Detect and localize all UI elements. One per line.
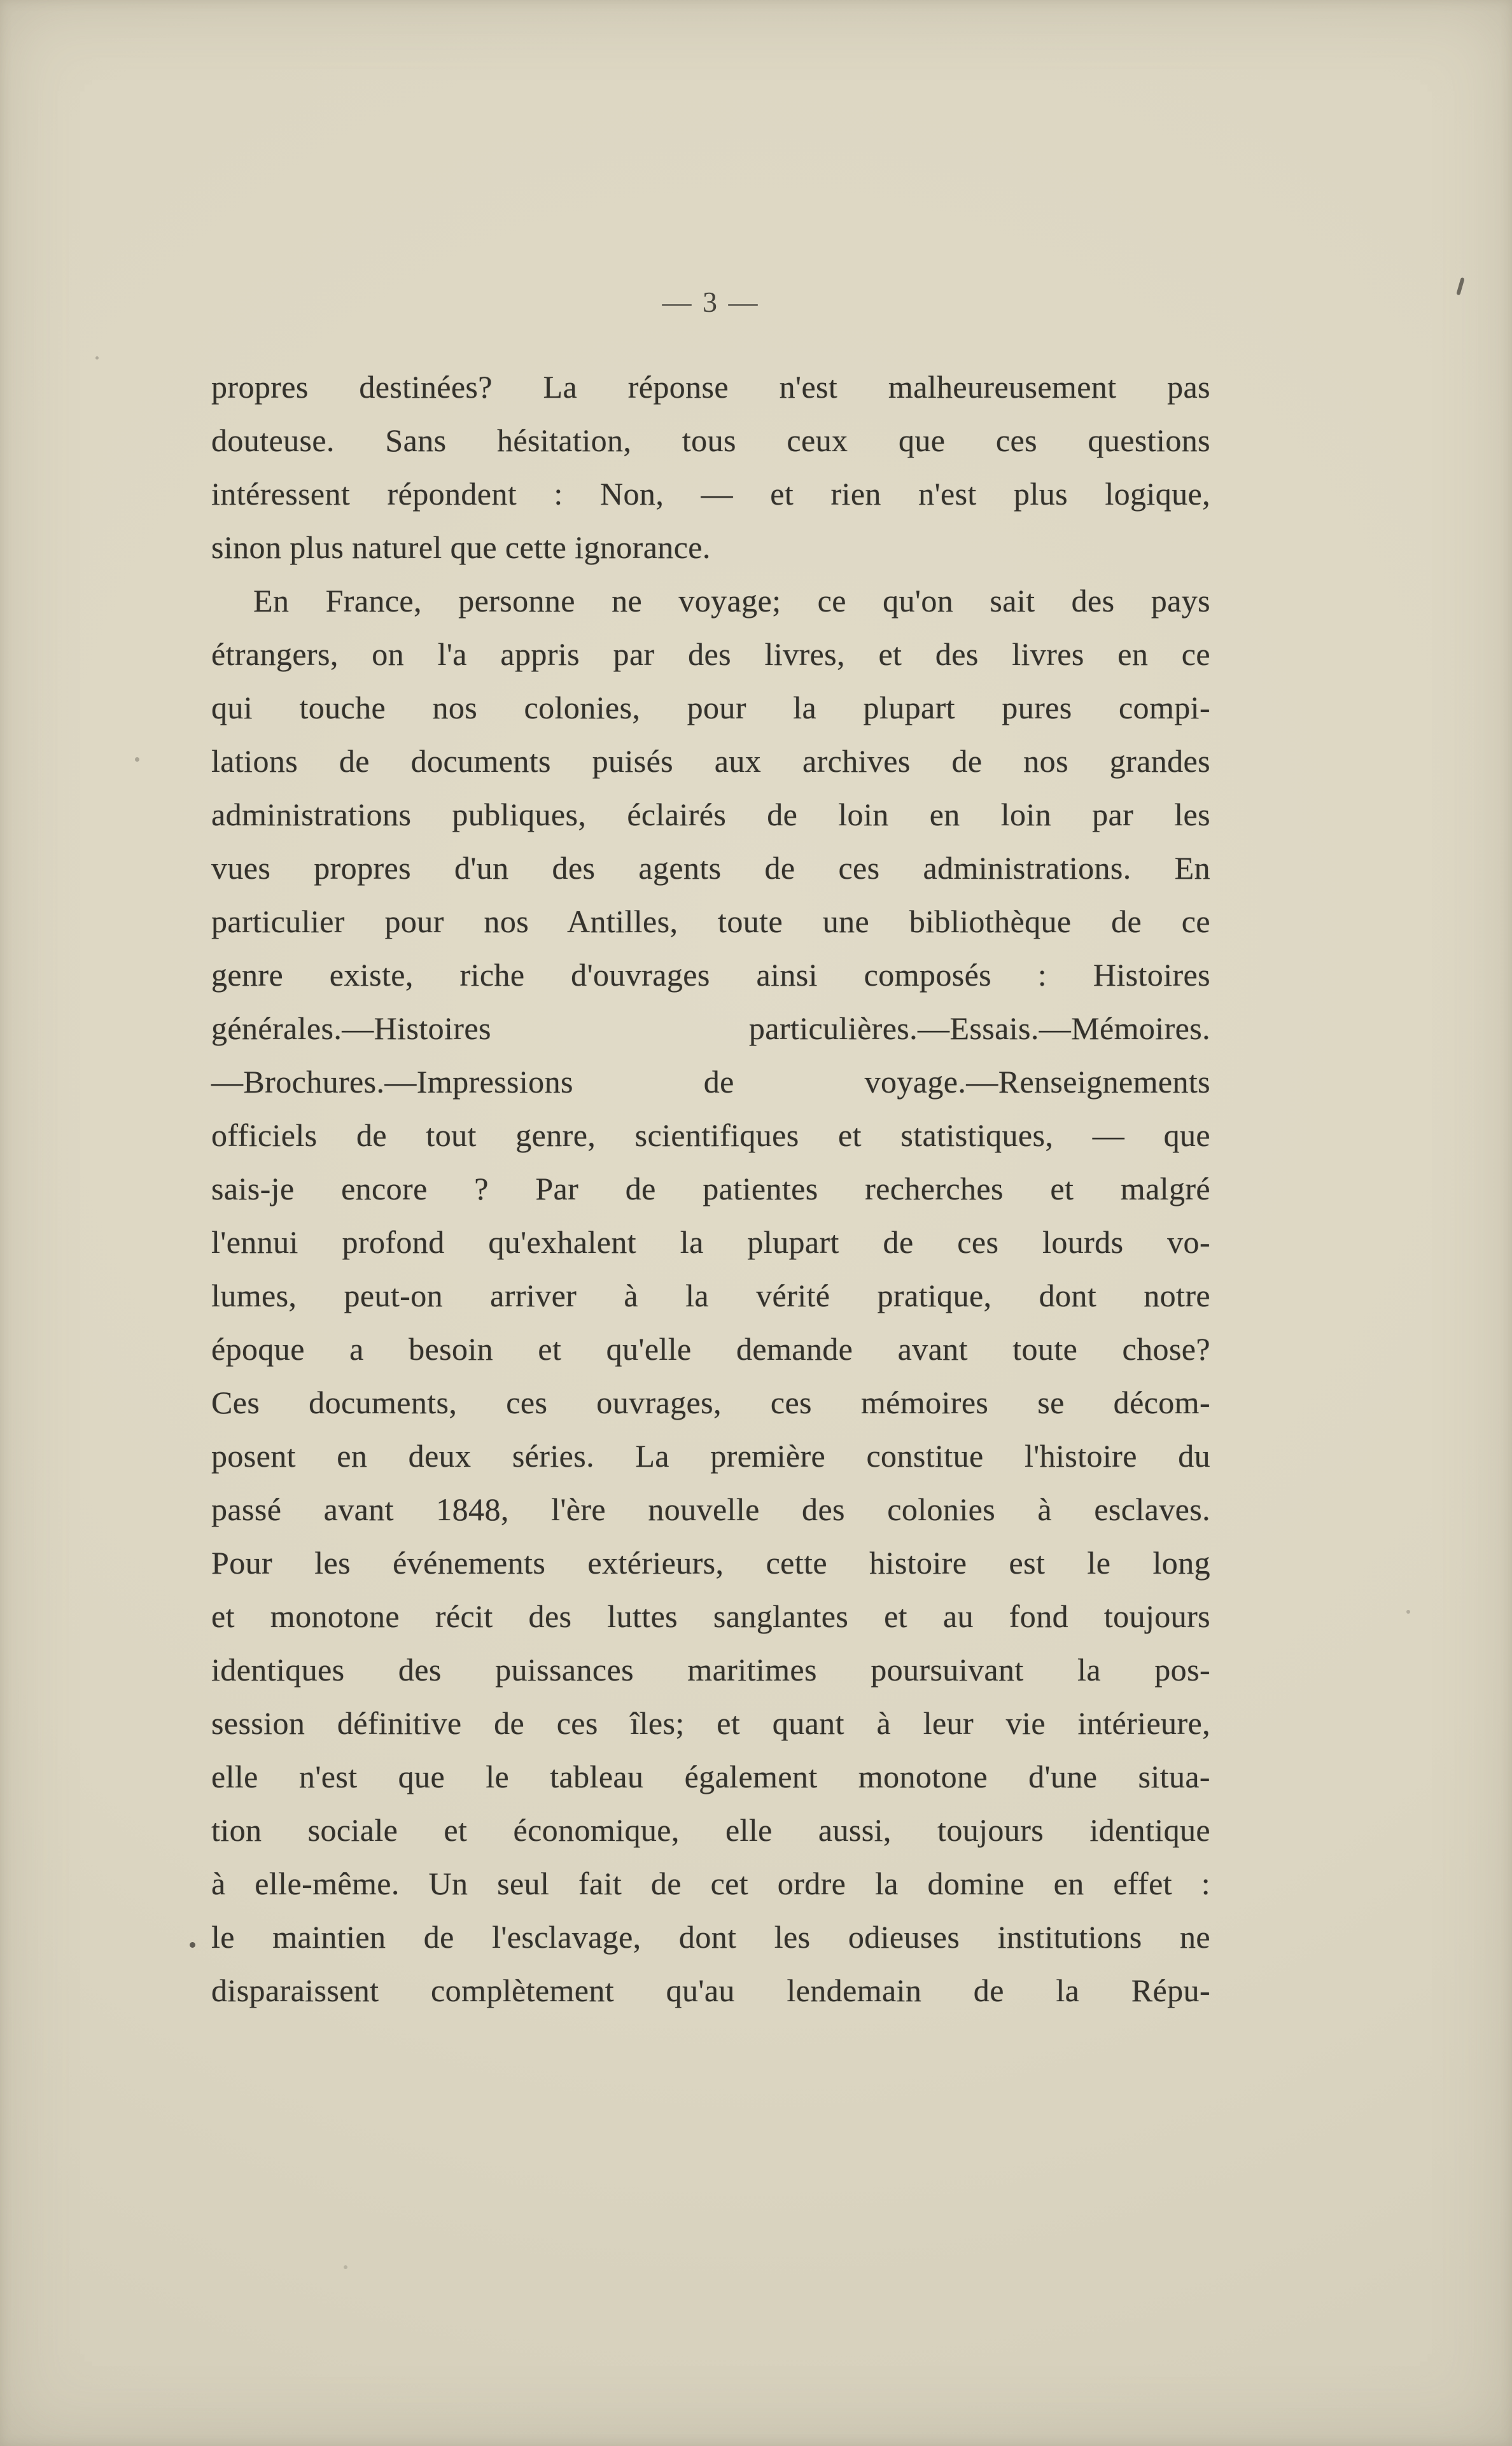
text-line: et monotone récit des luttes sanglantes et au fond toujours xyxy=(211,1598,1210,1634)
text-line: officiels de tout genre, scientifiques et statistiques, — que xyxy=(211,1117,1210,1153)
text-line: vues propres d'un des agents de ces administrations. En xyxy=(211,850,1210,886)
ink-speck xyxy=(135,757,139,762)
text-line: elle n'est que le tableau également monotone d'une situa- xyxy=(211,1759,1210,1794)
text-line: douteuse. Sans hésitation, tous ceux que ces questions xyxy=(211,423,1210,458)
text-line: posent en deux séries. La première constitue l'histoire du xyxy=(211,1438,1210,1474)
text-line: lations de documents puisés aux archives de nos grandes xyxy=(211,743,1210,779)
page-number: — 3 — xyxy=(662,286,760,318)
ink-speck xyxy=(344,2265,347,2269)
ink-speck xyxy=(190,1942,195,1948)
text-line: disparaissent complètement qu'au lendemain de la Répu- xyxy=(211,1973,1210,2008)
text-line: le maintien de l'esclavage, dont les odieuses institutions ne xyxy=(211,1919,1210,1955)
text-line: identiques des puissances maritimes poursuivant la pos- xyxy=(211,1652,1210,1688)
text-line: Pour les événements extérieurs, cette histoire est le long xyxy=(211,1545,1210,1581)
text-line: En France, personne ne voyage; ce qu'on sait des pays xyxy=(253,583,1210,618)
text-line: lumes, peut-on arriver à la vérité pratique, dont notre xyxy=(211,1278,1210,1313)
ink-speck xyxy=(1456,277,1464,296)
text-line: générales.—Histoires particulières.—Essais.—Mémoires. xyxy=(211,1010,1210,1046)
text-line: propres destinées? La réponse n'est malheureusement pas xyxy=(211,369,1210,405)
body-text xyxy=(211,360,1210,2017)
text-line: l'ennui profond qu'exhalent la plupart de ces lourds vo- xyxy=(211,1224,1210,1260)
text-line: qui touche nos colonies, pour la plupart pures compi- xyxy=(211,690,1210,725)
text-line: administrations publiques, éclairés de loin en loin par les xyxy=(211,797,1210,832)
text-line: passé avant 1848, l'ère nouvelle des colonies à esclaves. xyxy=(211,1492,1210,1527)
ink-speck xyxy=(95,356,99,360)
text-line: sinon plus naturel que cette ignorance. xyxy=(211,529,711,565)
text-line: sais-je encore ? Par de patientes recherches et malgré xyxy=(211,1171,1210,1206)
text-line: étrangers, on l'a appris par des livres, et des livres en ce xyxy=(211,636,1210,672)
text-line: genre existe, riche d'ouvrages ainsi composés : Histoires xyxy=(211,957,1210,993)
text-line: particulier pour nos Antilles, toute une bibliothèque de ce xyxy=(211,904,1210,939)
text-line: tion sociale et économique, elle aussi, toujours identique xyxy=(211,1812,1210,1848)
text-line: époque a besoin et qu'elle demande avant toute chose? xyxy=(211,1331,1210,1367)
text-line: session définitive de ces îles; et quant à leur vie intérieure, xyxy=(211,1705,1210,1741)
text-line: —Brochures.—Impressions de voyage.—Renseignements xyxy=(211,1064,1210,1100)
text-line: intéressent répondent : Non, — et rien n'est plus logique, xyxy=(211,476,1210,512)
text-line: à elle-même. Un seul fait de cet ordre la domine en effet : xyxy=(211,1866,1210,1901)
ink-speck xyxy=(1406,1610,1410,1614)
text-line: Ces documents, ces ouvrages, ces mémoires se décom- xyxy=(211,1385,1210,1420)
